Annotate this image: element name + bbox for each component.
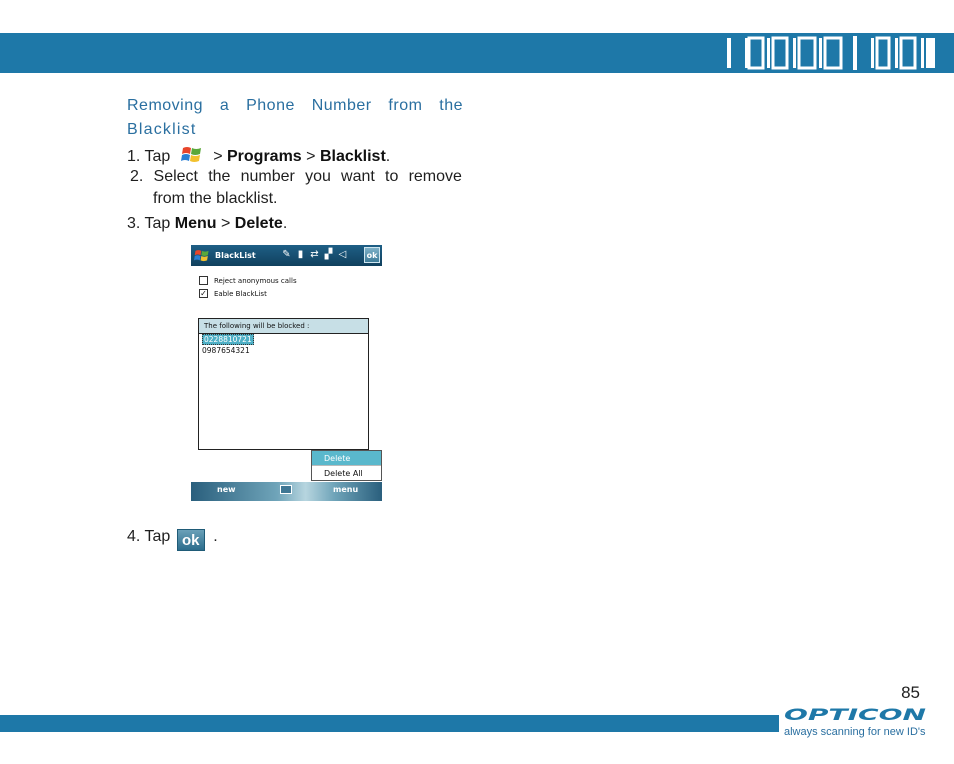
step3-prefix: 3. Tap	[127, 215, 171, 232]
step2-line2: from the blacklist.	[153, 190, 278, 207]
step-3	[127, 213, 287, 235]
ok-icon: ok	[177, 529, 205, 551]
ok-button[interactable]: ok	[364, 247, 380, 263]
step-1	[127, 144, 390, 168]
step4-prefix: 4. Tap	[127, 528, 171, 545]
context-menu	[311, 450, 382, 481]
step-2	[130, 166, 462, 210]
phone-screenshot	[191, 245, 382, 502]
signal-icon[interactable]: ▞	[324, 249, 333, 260]
reject-anonymous-checkbox[interactable]	[199, 276, 208, 285]
heading-line1	[127, 94, 463, 118]
footer-band	[0, 715, 779, 732]
tagline: always scanning for new ID's	[784, 726, 926, 738]
volume-icon[interactable]: ◁	[338, 249, 347, 260]
battery-icon[interactable]: ▮	[297, 249, 304, 260]
step3-end: .	[282, 215, 288, 232]
keyboard-icon[interactable]	[280, 485, 292, 494]
softkey-menu[interactable]: menu	[333, 485, 359, 494]
step1-blacklist: Blacklist	[319, 148, 386, 165]
page-number: 85	[901, 683, 920, 702]
enable-blacklist-label: Eable BlackList	[214, 289, 267, 298]
blocked-numbers-list[interactable]	[198, 318, 369, 450]
windows-start-icon[interactable]	[194, 248, 210, 264]
menu-item-delete[interactable]: Delete	[312, 451, 381, 466]
enable-blacklist-row[interactable]	[199, 289, 267, 298]
step2-word: remove	[408, 168, 462, 185]
step1-prefix: 1. Tap	[127, 148, 171, 165]
connectivity-icon[interactable]: ⇄	[310, 249, 319, 260]
step4-end: .	[213, 528, 218, 545]
status-icons	[281, 248, 348, 262]
step2-word: the	[208, 168, 231, 185]
heading-word: a	[219, 97, 230, 114]
step3-sep: >	[220, 215, 231, 232]
step1-sep1: >	[213, 148, 223, 165]
step-4	[127, 526, 218, 551]
step3-delete: Delete	[234, 215, 283, 232]
windows-start-icon	[181, 144, 203, 166]
step1-end: .	[385, 148, 391, 165]
phone-title: BlackList	[215, 251, 256, 260]
section-heading	[127, 94, 463, 142]
step1-sep2: >	[306, 148, 316, 165]
step2-word: you	[305, 168, 331, 185]
list-item[interactable]	[199, 345, 368, 356]
svg-text:OPTICON: OPTICON	[784, 706, 928, 722]
heading-word: the	[439, 97, 463, 114]
heading-word: Removing	[127, 97, 204, 114]
number-text: 0987654321	[202, 346, 250, 355]
step1-programs: Programs	[227, 148, 302, 165]
step2-word: want	[341, 168, 375, 185]
notification-icon[interactable]: ✎	[282, 249, 291, 260]
reject-anonymous-label: Reject anonymous calls	[214, 276, 297, 285]
step2-word: 2.	[130, 168, 144, 185]
step2-word: Select	[153, 168, 198, 185]
softkey-bar	[191, 482, 382, 501]
softkey-new[interactable]: new	[217, 485, 236, 494]
list-header: The following will be blocked :	[199, 319, 368, 334]
step2-word: number	[240, 168, 295, 185]
reject-anonymous-row[interactable]	[199, 276, 297, 285]
number-text: 0228810721	[204, 335, 252, 344]
step3-menu: Menu	[174, 215, 217, 232]
heading-word: from	[388, 97, 423, 114]
barcode-icon	[727, 36, 937, 70]
heading-word: Number	[311, 97, 372, 114]
list-item[interactable]	[199, 334, 368, 345]
heading-word: Phone	[246, 97, 295, 114]
enable-blacklist-checkbox[interactable]: ✓	[200, 289, 207, 298]
step2-word: to	[385, 168, 399, 185]
menu-item-delete-all[interactable]: Delete All	[324, 469, 363, 478]
heading-line2: Blacklist	[127, 121, 197, 138]
phone-titlebar	[191, 245, 382, 266]
opticon-logo	[784, 706, 928, 722]
step2-line1	[130, 166, 462, 188]
